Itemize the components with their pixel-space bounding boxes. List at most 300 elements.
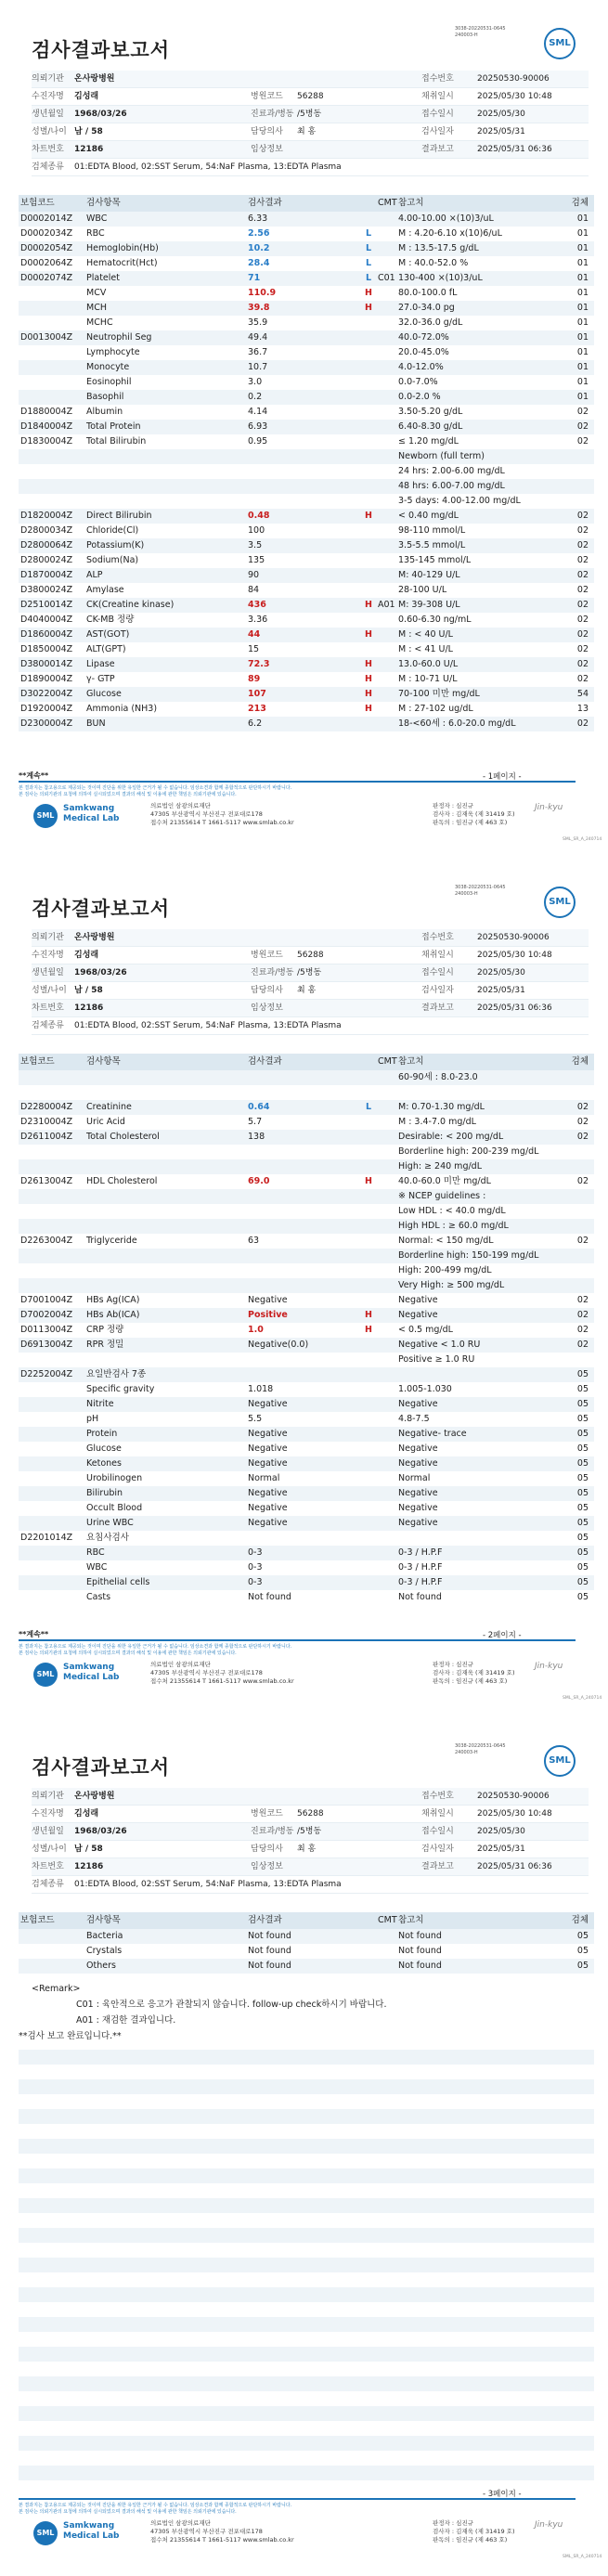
result-row — [19, 1353, 594, 1367]
report-page-3 — [0, 1717, 608, 2576]
cmt-code — [378, 1219, 398, 1234]
insurance-code — [19, 1929, 86, 1944]
specimen-code: 02 — [576, 555, 589, 565]
reference-range: Very High: ≥ 500 mg/dL — [398, 1280, 505, 1290]
result-flag — [359, 420, 378, 434]
result-flag — [359, 434, 378, 449]
patient-info: 의뢰기관 온사랑병원 접수번호 20250530-90006 수진자명 김성래 병원코드 56288 채취일시 2025/05/30 10:48 생년월일 1968/03/26 진료과/병동 /5병동 접수일시 2025/05/30 성별/나이 남 / 58 담당의사 최 홍 검사일자 2025/05/31 차트번호 12186 임상정보 결과보고 2025/05/31 06:36 검체종류 01:EDTA Blood, 02:SST Serum, 54:NaF Plasma, 13:EDTA Plasma — [32, 1788, 589, 1894]
result-row — [19, 1929, 594, 1944]
test-item: RBC — [86, 1547, 105, 1558]
cmt-code — [378, 1959, 398, 1974]
reference-range: Desirable: < 200 mg/dL — [398, 1132, 504, 1142]
page-number: - 2페이지 - — [483, 1631, 522, 1640]
reference-range: 32.0-36.0 g/dL — [398, 317, 463, 328]
remark-title: <Remark> — [32, 1984, 81, 1994]
specimen-code: 05 — [576, 1473, 589, 1483]
result-flag: L — [365, 243, 372, 253]
result-flag: H — [365, 1325, 372, 1335]
signature: Jin-kyu — [535, 803, 563, 812]
test-result — [248, 1353, 359, 1367]
test-result: Negative — [248, 1429, 288, 1439]
test-item: ALT(GPT) — [86, 644, 126, 654]
specimen-code: 01 — [576, 362, 589, 372]
result-flag: H — [365, 511, 372, 521]
cmt-code — [378, 405, 398, 420]
result-flag — [359, 568, 378, 583]
test-result: 213 — [248, 704, 266, 714]
test-result: 0-3 — [248, 1547, 263, 1558]
blank-row — [19, 2109, 594, 2124]
insurance-code: D6913004Z — [20, 1340, 73, 1350]
insurance-code — [19, 1145, 86, 1159]
test-item: Specific gravity — [86, 1384, 155, 1394]
test-result: 10.2 — [248, 243, 270, 253]
specimen-code: 02 — [576, 600, 589, 610]
specimen-code: 01 — [576, 332, 589, 343]
insurance-code — [19, 1442, 86, 1456]
result-flag — [359, 212, 378, 227]
blank-row — [19, 2317, 594, 2332]
cmt-code — [378, 330, 398, 345]
insurance-code — [19, 1353, 86, 1367]
insurance-code: D1890004Z — [20, 674, 73, 684]
test-item — [86, 464, 248, 479]
insurance-code: D2611004Z — [20, 1132, 73, 1142]
cmt-code — [378, 628, 398, 642]
cmt-code — [378, 657, 398, 672]
result-flag: H — [365, 288, 372, 298]
test-item: pH — [86, 1414, 99, 1424]
result-flag — [359, 1115, 378, 1130]
reference-range: M : 4.20-6.10 x(10)6/uL — [398, 228, 502, 239]
result-row — [19, 1145, 594, 1159]
result-row — [19, 1070, 594, 1085]
test-result — [248, 1531, 359, 1546]
result-row — [19, 405, 594, 420]
test-item: RBC — [86, 228, 105, 239]
result-row — [19, 524, 594, 538]
form-code: SML_SR_A_240714 — [563, 2555, 602, 2559]
insurance-code — [19, 1427, 86, 1442]
page-number: - 3페이지 - — [483, 2490, 522, 2499]
test-result — [248, 1085, 359, 1100]
insurance-code — [19, 1560, 86, 1575]
reference-range: 3-5 days: 4.00-12.00 mg/dL — [398, 496, 521, 506]
reference-range — [398, 1367, 571, 1382]
test-result — [248, 1070, 359, 1085]
reference-range: Not found — [398, 1931, 442, 1941]
blank-row — [19, 2406, 594, 2421]
blank-row — [19, 2287, 594, 2302]
insurance-code — [19, 1070, 86, 1085]
test-item: Total Protein — [86, 421, 141, 432]
cmt-code — [378, 1560, 398, 1575]
report-title: 검사결과보고서 — [32, 39, 171, 61]
test-item: Bilirubin — [86, 1488, 123, 1498]
test-item: Amylase — [86, 585, 124, 595]
result-flag — [359, 1456, 378, 1471]
footer-brand: Samkwang Medical Lab — [63, 2521, 120, 2541]
test-result: 3.36 — [248, 615, 268, 625]
result-flag — [359, 553, 378, 568]
result-row — [19, 256, 594, 271]
result-flag — [359, 1189, 378, 1204]
result-flag — [359, 316, 378, 330]
result-flag — [359, 360, 378, 375]
insurance-code: D1820004Z — [20, 511, 73, 521]
result-row — [19, 628, 594, 642]
result-row — [19, 1293, 594, 1308]
result-row — [19, 598, 594, 613]
result-flag: H — [365, 600, 372, 610]
specimen-code: 05 — [576, 1931, 589, 1941]
result-flag — [359, 1249, 378, 1263]
specimen-code — [571, 1353, 594, 1367]
result-flag: L — [365, 1102, 372, 1112]
test-item: 요일반검사 7종 — [86, 1369, 147, 1379]
result-row — [19, 702, 594, 717]
insurance-code — [19, 1249, 86, 1263]
reference-range: 80.0-100.0 fL — [398, 288, 458, 298]
cmt-code — [378, 1130, 398, 1145]
specimen-code: 02 — [576, 407, 589, 417]
result-flag — [359, 1234, 378, 1249]
footer-brand: Samkwang Medical Lab — [63, 804, 120, 823]
cmt-code — [378, 1471, 398, 1486]
result-row — [19, 464, 594, 479]
test-result — [248, 479, 359, 494]
reference-range: Negative — [398, 1488, 438, 1498]
reference-range: 0.0-2.0 % — [398, 392, 441, 402]
cmt-code — [378, 1427, 398, 1442]
result-row — [19, 583, 594, 598]
test-result: 10.7 — [248, 362, 268, 372]
result-flag — [359, 1471, 378, 1486]
result-flag — [359, 1427, 378, 1442]
test-result: 0.64 — [248, 1102, 270, 1112]
blank-row — [19, 2154, 594, 2168]
result-flag — [359, 1560, 378, 1575]
result-row — [19, 1219, 594, 1234]
specimen-code: 05 — [576, 1547, 589, 1558]
reference-range: Negative — [398, 1503, 438, 1513]
insurance-code: D2800064Z — [20, 540, 73, 550]
test-item: Potassium(K) — [86, 540, 145, 550]
test-result: 72.3 — [248, 659, 270, 669]
result-flag — [359, 1204, 378, 1219]
report-page-2 — [0, 859, 608, 1717]
result-flag — [359, 1338, 378, 1353]
insurance-code: D0002034Z — [20, 228, 73, 239]
test-result: Negative — [248, 1488, 288, 1498]
test-result: 15 — [248, 644, 260, 654]
test-result: 90 — [248, 570, 260, 580]
result-row — [19, 449, 594, 464]
insurance-code: D2613004Z — [20, 1176, 73, 1186]
test-item: HDL Cholesterol — [86, 1176, 158, 1186]
result-row — [19, 1471, 594, 1486]
specimen-code: 02 — [576, 1117, 589, 1127]
specimen-code: 05 — [576, 1533, 589, 1543]
specimen-code: 05 — [576, 1429, 589, 1439]
test-item — [86, 1278, 248, 1293]
result-flag — [359, 1397, 378, 1412]
test-result: Negative — [248, 1399, 288, 1409]
reference-range: M : 40.0-52.0 % — [398, 258, 469, 268]
result-row — [19, 509, 594, 524]
insurance-code: D2252004Z — [20, 1369, 73, 1379]
result-row — [19, 301, 594, 316]
specimen-code — [571, 1159, 594, 1174]
specimen-code — [571, 1189, 594, 1204]
cmt-code: A01 — [378, 600, 395, 610]
test-item: Lymphocyte — [86, 347, 140, 357]
cmt-code — [378, 1382, 398, 1397]
result-row — [19, 1100, 594, 1115]
signature: Jin-kyu — [535, 1662, 563, 1671]
test-item: Urobilinogen — [86, 1473, 143, 1483]
cmt-code — [378, 345, 398, 360]
blank-row — [19, 2272, 594, 2287]
result-flag — [359, 642, 378, 657]
test-item: MCH — [86, 303, 107, 313]
test-result: 110.9 — [248, 288, 277, 298]
insurance-code: D2510014Z — [20, 600, 73, 610]
result-row — [19, 271, 594, 286]
test-item: Glucose — [86, 689, 122, 699]
reference-range: High: ≥ 240 mg/dL — [398, 1161, 482, 1171]
specimen-code: 02 — [576, 570, 589, 580]
blank-row — [19, 2139, 594, 2154]
cmt-code — [378, 1278, 398, 1293]
specimen-code: 05 — [576, 1369, 589, 1379]
result-row — [19, 1234, 594, 1249]
test-result — [248, 1367, 359, 1382]
test-result: 4.14 — [248, 407, 268, 417]
test-item: Lipase — [86, 659, 115, 669]
blank-row — [19, 2362, 594, 2376]
specimen-code: 01 — [576, 377, 589, 387]
result-flag — [359, 1531, 378, 1546]
report-page-1 — [0, 0, 608, 859]
result-row — [19, 1308, 594, 1323]
reference-range: Not found — [398, 1946, 442, 1956]
test-result: 0.48 — [248, 511, 270, 521]
reference-range: Negative — [398, 1310, 438, 1320]
specimen-code: 02 — [576, 1295, 589, 1305]
cmt-code — [378, 1397, 398, 1412]
result-flag: H — [365, 1176, 372, 1186]
test-item: Sodium(Na) — [86, 555, 139, 565]
footer-brand: Samkwang Medical Lab — [63, 1663, 120, 1682]
test-item: Hematocrit(Hct) — [86, 258, 158, 268]
test-result: 44 — [248, 629, 261, 640]
specimen-code: 02 — [576, 1132, 589, 1142]
test-item: CK(Creatine kinase) — [86, 600, 175, 610]
test-item: CK-MB 정량 — [86, 615, 135, 625]
results-table-body — [19, 212, 594, 731]
blank-row — [19, 2436, 594, 2451]
test-result — [248, 1219, 359, 1234]
insurance-code — [19, 390, 86, 405]
sml-logo: SML — [544, 1745, 576, 1777]
result-row — [19, 1382, 594, 1397]
result-row — [19, 1590, 594, 1605]
specimen-code: 01 — [576, 392, 589, 402]
test-item — [86, 1085, 248, 1100]
cmt-code — [378, 717, 398, 731]
result-flag — [359, 1070, 378, 1085]
reference-range: Borderline high: 150-199 mg/dL — [398, 1250, 539, 1261]
test-result: 0.95 — [248, 436, 268, 447]
report-title: 검사결과보고서 — [32, 1756, 171, 1779]
reference-range: M : 27-102 ug/dL — [398, 704, 473, 714]
result-flag — [359, 1546, 378, 1560]
specimen-code — [571, 449, 594, 464]
test-item: Triglyceride — [86, 1236, 137, 1246]
specimen-code: 02 — [576, 511, 589, 521]
cmt-code — [378, 553, 398, 568]
specimen-code — [571, 1145, 594, 1159]
result-row — [19, 568, 594, 583]
reference-range: ※ NCEP guidelines : — [398, 1191, 486, 1201]
results-table-header: 보험코드 검사항목 검사결과 CMT 참고치 검체 — [19, 1912, 594, 1929]
reference-range: 0.0-7.0% — [398, 377, 438, 387]
test-item: Chloride(Cl) — [86, 525, 139, 536]
test-item — [86, 1070, 248, 1085]
specimen-code: 05 — [576, 1399, 589, 1409]
blank-row — [19, 2421, 594, 2436]
test-result: 6.2 — [248, 718, 263, 729]
cmt-code — [378, 449, 398, 464]
cmt-code — [378, 1115, 398, 1130]
result-row — [19, 1130, 594, 1145]
specimen-code: 02 — [576, 421, 589, 432]
test-result — [248, 1249, 359, 1263]
insurance-code: D1920004Z — [20, 704, 73, 714]
test-result: Negative — [248, 1295, 288, 1305]
continued-mark: **계속** — [19, 1630, 49, 1638]
cmt-code — [378, 241, 398, 256]
test-item: WBC — [86, 1562, 108, 1573]
footer-signers: 판정자 : 심진규 검사자 : 김재욱 (제 31419 호) 판독의 : 임진규 (제 463 호) — [433, 802, 515, 826]
result-row — [19, 286, 594, 301]
reference-range: Negative — [398, 1458, 438, 1469]
barcode-text: 3038-20220531-0645 240003-H — [455, 885, 506, 897]
result-row — [19, 390, 594, 405]
cmt-code — [378, 568, 398, 583]
result-flag: H — [365, 303, 372, 313]
cmt-code — [378, 1293, 398, 1308]
test-item — [86, 1204, 248, 1219]
test-item — [86, 1353, 248, 1367]
blank-row — [19, 2124, 594, 2139]
test-result — [248, 1204, 359, 1219]
test-item: Total Bilirubin — [86, 436, 147, 447]
footer-address: 의료법인 삼광의료재단 47305 부산광역시 부산진구 전포대로178 접수처 21355614 T 1661-5117 www.smlab.co.kr — [150, 802, 294, 826]
insurance-code: D0002054Z — [20, 243, 73, 253]
result-flag — [359, 1575, 378, 1590]
test-result — [248, 1263, 359, 1278]
result-row — [19, 1174, 594, 1189]
specimen-code: 02 — [576, 1102, 589, 1112]
result-flag: H — [365, 659, 372, 669]
specimen-code: 05 — [576, 1488, 589, 1498]
reference-range: Borderline high: 200-239 mg/dL — [398, 1146, 539, 1157]
reference-range: Negative — [398, 1443, 438, 1454]
specimen-code: 02 — [576, 540, 589, 550]
result-row — [19, 479, 594, 494]
result-row — [19, 1338, 594, 1353]
insurance-code: D0113004Z — [20, 1325, 73, 1335]
test-result: 100 — [248, 525, 265, 536]
result-row — [19, 1546, 594, 1560]
reference-range: 40.0-60.0 미만 mg/dL — [398, 1176, 491, 1186]
cmt-code — [378, 687, 398, 702]
cmt-code — [378, 212, 398, 227]
blank-row — [19, 2347, 594, 2362]
test-item: γ- GTP — [86, 674, 115, 684]
cmt-code — [378, 494, 398, 509]
cmt-code — [378, 1323, 398, 1338]
footer — [33, 800, 602, 842]
cmt-code — [378, 301, 398, 316]
result-flag — [359, 494, 378, 509]
result-row — [19, 375, 594, 390]
insurance-code — [19, 1278, 86, 1293]
insurance-code — [19, 449, 86, 464]
insurance-code — [19, 464, 86, 479]
result-flag — [359, 524, 378, 538]
blank-row — [19, 2213, 594, 2228]
specimen-code: 05 — [576, 1577, 589, 1587]
insurance-code: D1840004Z — [20, 421, 73, 432]
specimen-code: 05 — [576, 1562, 589, 1573]
blank-row — [19, 2050, 594, 2065]
cmt-code — [378, 286, 398, 301]
reference-range: Newborn (full term) — [398, 451, 485, 461]
test-result: 3.5 — [248, 540, 263, 550]
cmt-code — [378, 1486, 398, 1501]
result-flag — [359, 449, 378, 464]
insurance-code: D4040004Z — [20, 615, 73, 625]
insurance-code — [19, 1456, 86, 1471]
reference-range: 13.0-60.0 U/L — [398, 659, 459, 669]
insurance-code: D0002064Z — [20, 258, 73, 268]
page-number: - 1페이지 - — [483, 772, 522, 782]
insurance-code — [19, 1085, 86, 1100]
cmt-code — [378, 1929, 398, 1944]
insurance-code — [19, 1159, 86, 1174]
specimen-code: 05 — [576, 1946, 589, 1956]
result-row — [19, 494, 594, 509]
result-row — [19, 330, 594, 345]
cmt-code — [378, 1501, 398, 1516]
form-code: SML_SR_A_240714 — [563, 837, 602, 842]
cmt-code — [378, 1249, 398, 1263]
insurance-code — [19, 1944, 86, 1959]
result-row — [19, 1189, 594, 1204]
insurance-code: D2310004Z — [20, 1117, 73, 1127]
reference-range: 0-3 / H.P.F — [398, 1562, 443, 1573]
reference-range: High: 200-499 mg/dL — [398, 1265, 492, 1275]
insurance-code — [19, 1189, 86, 1204]
test-result: 0-3 — [248, 1562, 263, 1573]
specimen-code: 02 — [576, 585, 589, 595]
insurance-code: D0013004Z — [20, 332, 73, 343]
cmt-code — [378, 1145, 398, 1159]
blank-row — [19, 2094, 594, 2109]
